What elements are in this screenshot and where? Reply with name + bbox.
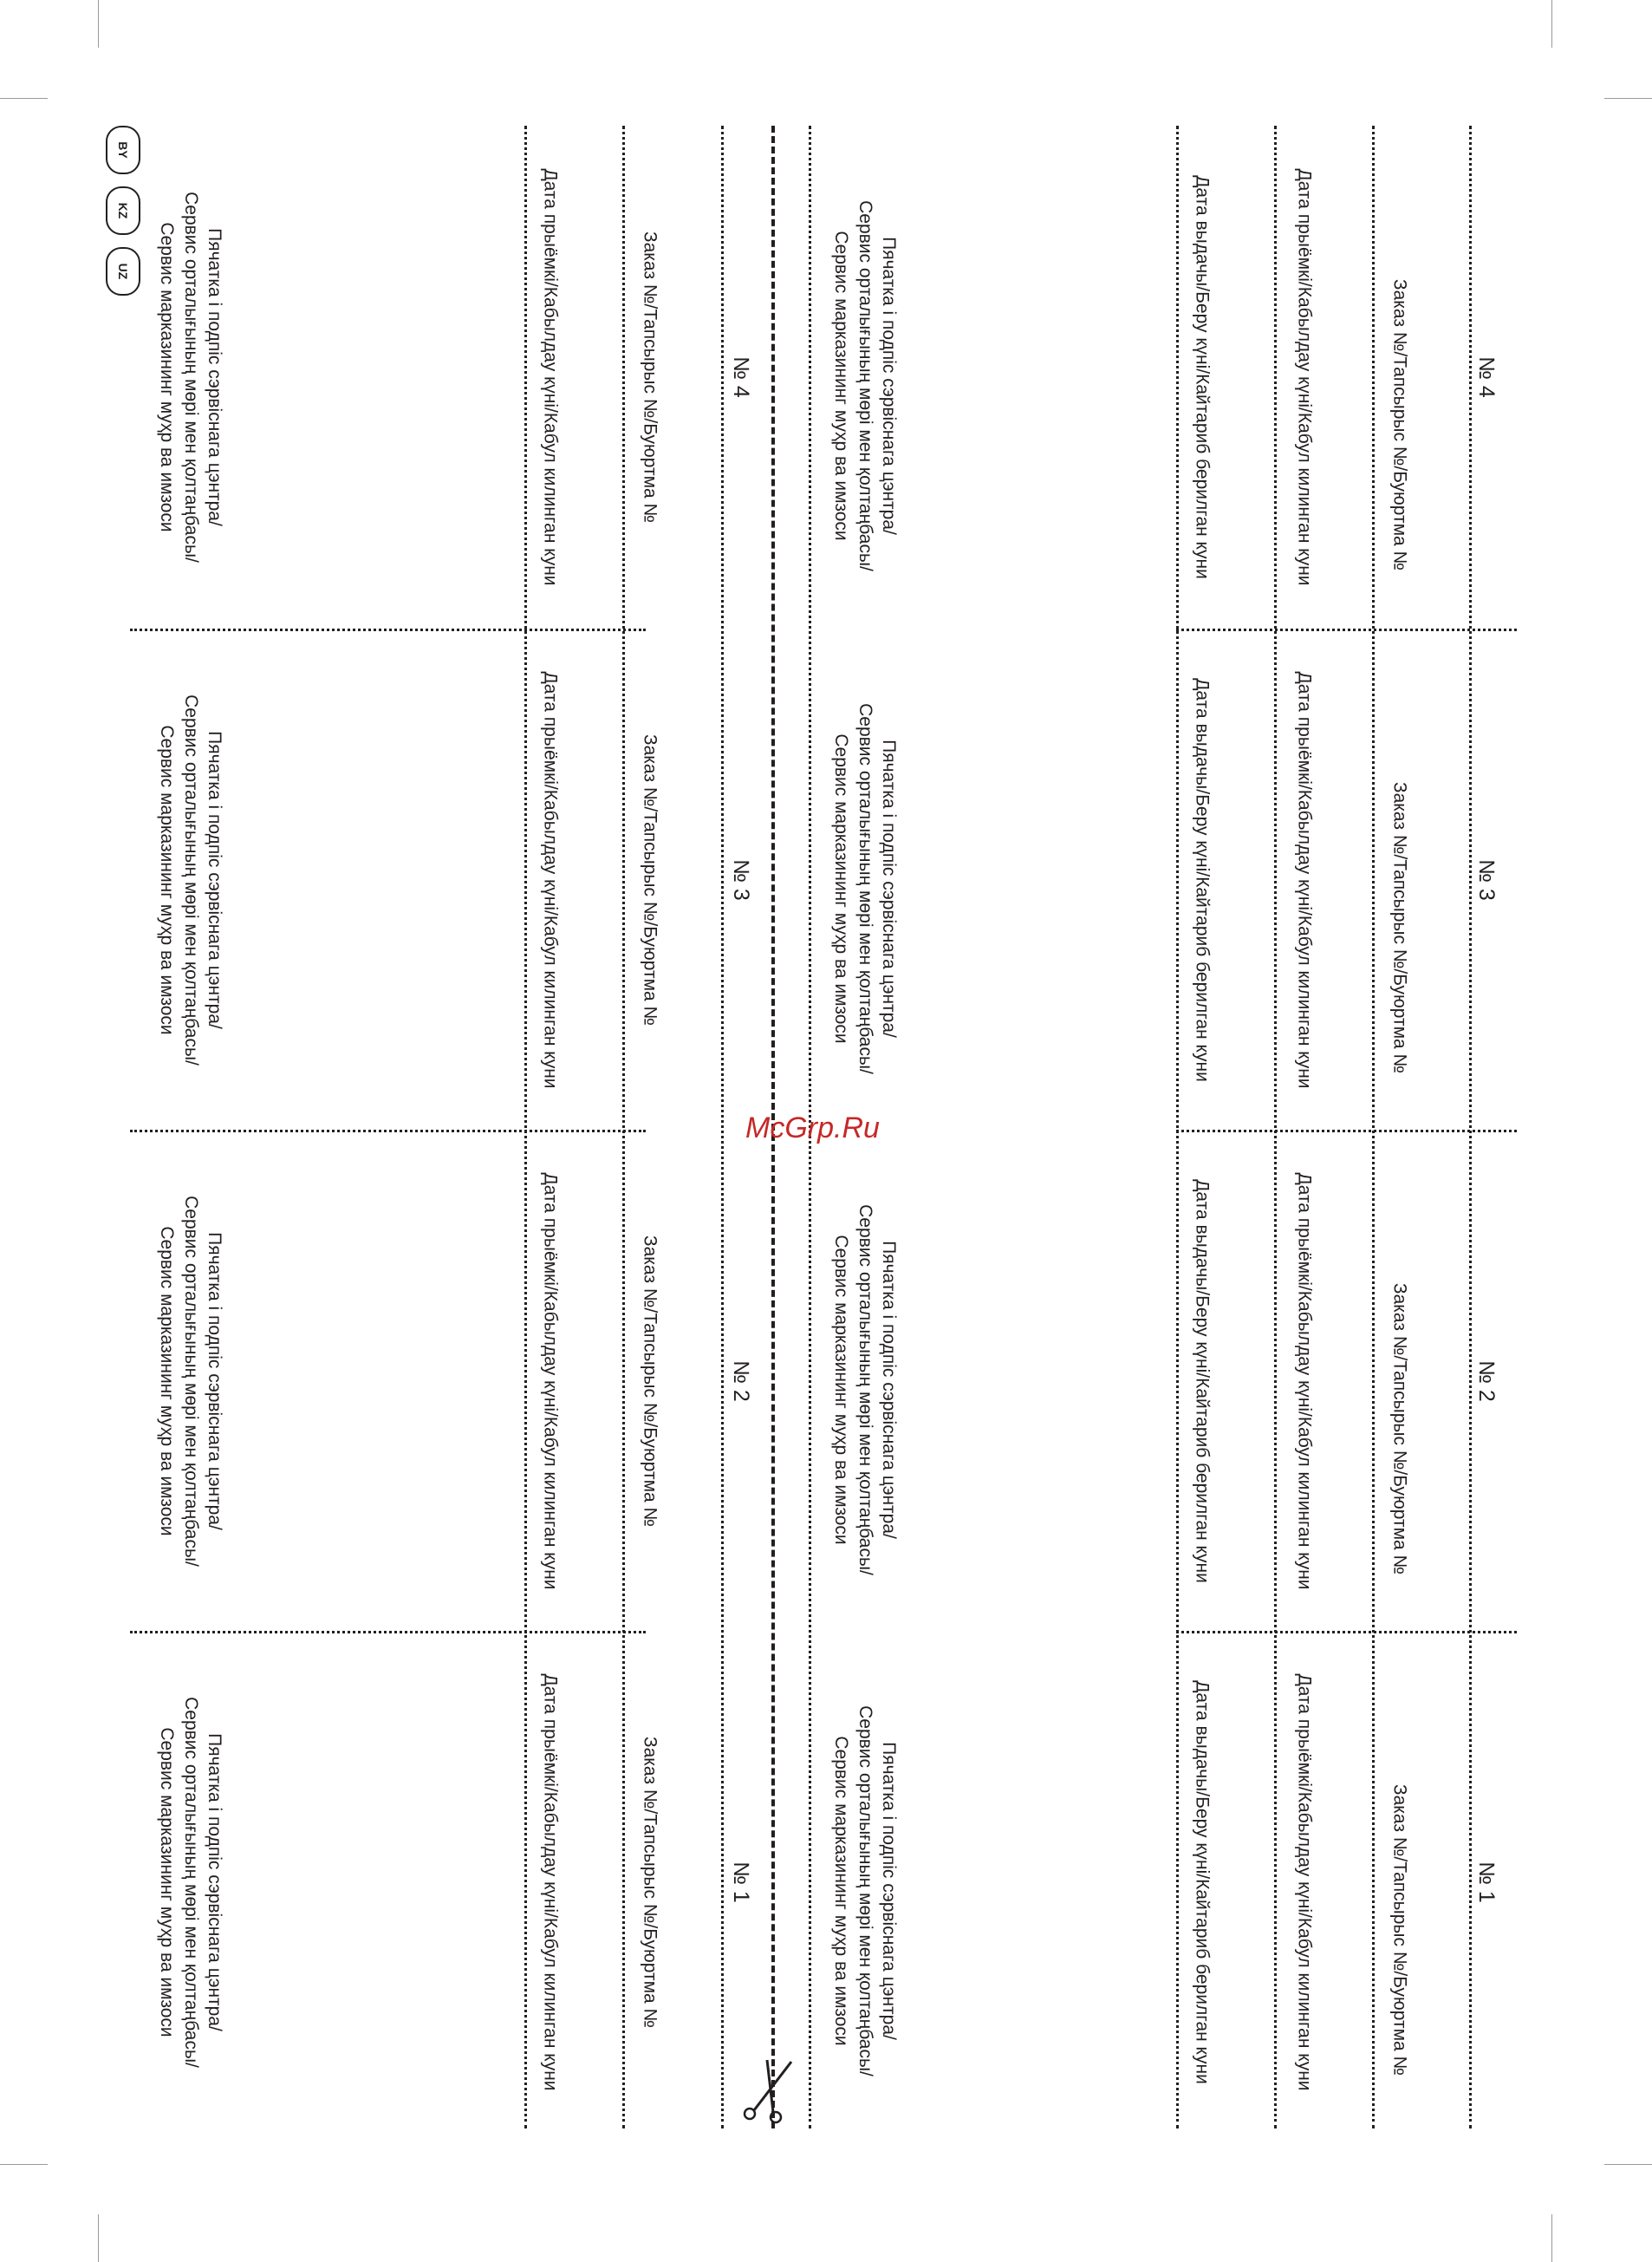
coupon-separator	[1176, 1130, 1517, 1132]
lang-badge-kz: KZ	[106, 186, 140, 235]
crop-mark-top-left	[98, 0, 99, 48]
warranty-coupon-sheet: № 4 Заказ №/Тапсырыс №/Буюртма № Дата прыёмкі/Кабылдау күні/Кабул килинган куни Дата выдачы/Беру күні/Кайтариб берилган куни Пячатка і подпіс сэрвіснага цэнтра/ Сервис орталығының мөрі мен қолтаңбасы/ Сервис марказининг муҳр ва имзоси № 4 Заказ №/Тапсырыс №/Буюртма № Дата прыёмкі/Кабылдау күні/Кабул килинган куни Пячатка і подпіс сэрвіснага цэнтра/ Сервис орталығының мөрі мен қолтаңбасы/ Сервис марказининг муҳр ва имзоси № 3 Заказ №/Тапсырыс №/Буюртма № Дата прыёмкі/Кабылдау күні/Кабул килинган куни Дата выдачы/Беру күні/Кайтариб берилган куни Пячатка і подпіс сэрвіснага цэнтра/ Сервис орталығының мөрі мен қолтаңбасы/ Сервис марказининг муҳр ва имзоси № 3 Заказ №/Тапсырыс №/Буюртма № Дата прыёмкі/Кабылдау күні/Кабул килинган куни Пячатка і подпіс сэрвіснага цэнтра/ Сервис орталығының мөрі мен қолтаңбасы/ Сервис марказининг муҳр ва имзоси № 2 Заказ №/Тапсырыс №/Буюртма № Дата прыёмкі/Кабылдау күні/Кабул килинган куни Дата выдачы/Беру күні/Кайтариб берилган куни Пячатка і подпіс сэрвіснага цэнтра/ Сервис орталығының мөрі мен қолтаңбасы/ Сервис марказининг муҳр ва имзоси № 2 Заказ №/Тапсырыс №/Буюртма № Дата прыёмкі/Кабылдау күні/Кабул килинган куни Пячатка і подпіс сэрвіснага цэнтра/ Сервис орталығының мөрі мен қолтаңбасы/ Сервис марказининг муҳр ва имзоси № 1 Заказ №/Тапсырыс №/Буюртма № Дата прыёмкі/Кабылдау күні/Кабул килинган куни Дата выдачы/Беру күні/Кайтариб берилган куни Пячатка і подпіс сэрвіснага цэнтра/ Сервис орталығының мөрі мен қолтаңбасы/ Сервис марказининг муҳр ва имзоси № 1 Заказ №/Тапсырыс №/Буюртма № Дата прыёмкі/Кабылдау күні/Кабул килинган куни Пячатка і подпіс сэрвіснага цэнтра/ Сервис орталығының мөрі мен қолтаңбасы/ Сервис марказининг муҳр ва имзоси	[130, 126, 1517, 2137]
coupon-separator	[1176, 1631, 1517, 1633]
coupon-separator	[130, 1130, 646, 1132]
watermark: McGrp.Ru	[745, 1111, 880, 1144]
divider-line	[1469, 126, 1472, 2128]
crop-mark-left-top	[0, 98, 48, 99]
divider-line	[1372, 126, 1375, 2128]
divider-line	[1274, 126, 1277, 2128]
lang-badge-by: BY	[106, 126, 140, 174]
divider-line	[721, 126, 724, 2128]
coupon-separator	[1176, 629, 1517, 631]
crop-mark-top-right	[1551, 0, 1552, 48]
divider-line	[1176, 126, 1179, 2128]
crop-mark-bottom-left	[98, 2214, 99, 2262]
crop-mark-left-bottom	[0, 2164, 48, 2165]
crop-mark-right-bottom	[1604, 2164, 1652, 2165]
scissors-icon	[741, 2055, 802, 2124]
crop-mark-bottom-right	[1551, 2214, 1552, 2262]
crop-mark-right-top	[1604, 98, 1652, 99]
divider-line	[524, 126, 527, 2128]
coupon-separator	[130, 629, 646, 631]
lang-badge-uz: UZ	[106, 247, 140, 296]
coupon-separator	[130, 1631, 646, 1633]
divider-line	[622, 126, 625, 2128]
